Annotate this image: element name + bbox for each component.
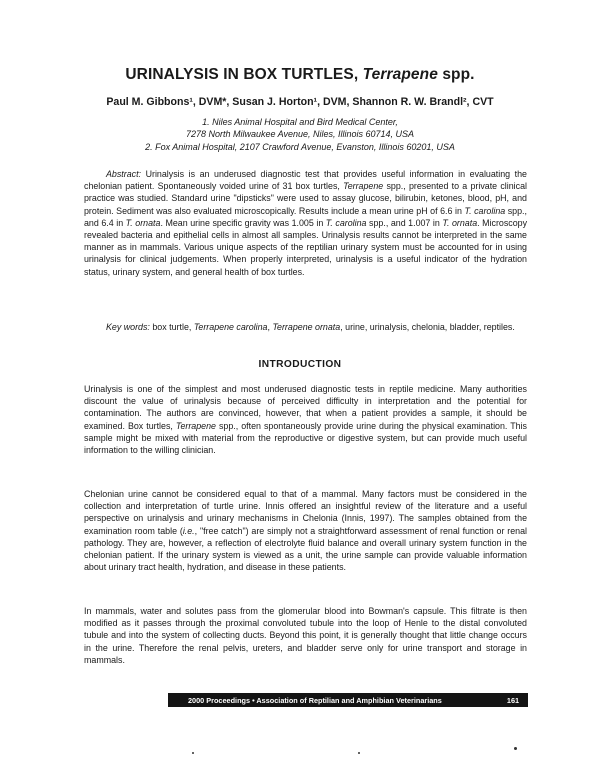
italic-text: i.e. [182, 525, 195, 536]
italic-text: T. carolina [325, 217, 367, 228]
italic-text: T. carolina [464, 205, 506, 216]
intro-paragraph-2 [84, 488, 527, 573]
abstract-body [84, 169, 527, 277]
text-run: . Mean urine specific gravity was 1.005 in [160, 217, 326, 228]
section-heading-introduction: INTRODUCTION [258, 359, 342, 370]
page-number: 161 [506, 695, 520, 705]
page-footer [168, 693, 528, 707]
paper-title [0, 66, 600, 84]
italic-text: Terrapene carolina [193, 322, 268, 332]
text-run: spp., often spontaneously provide urine during the physical examination. This sample might be mixed with material from the reproductive or digestive system, but can provide much useful information to the willing clinician. [84, 420, 527, 456]
affiliation-line: 2. Fox Animal Hospital, 2107 Crawford Avenue, Evanston, Illinois 60201, USA [145, 141, 455, 152]
text-run: spp., presented to a private clinical practice was studied. Standard urine "dipsticks" were used to assay glucose, bilirubin, ketones, blood, pH, and protein. Sediment was also evaluated microscopically. Results include a mean urine pH of 6.6 in [84, 181, 527, 216]
text-run: , urine, urinalysis, chelonia, bladder, reptiles. [340, 322, 515, 332]
abstract-label: Abstract: [106, 169, 142, 179]
keywords-body [150, 322, 515, 332]
italic-text: T. ornata [442, 217, 478, 228]
affiliations [0, 116, 600, 153]
italic-text: T. ornata [125, 217, 161, 228]
text-run: box turtle, [149, 322, 194, 332]
scan-speck [358, 752, 360, 754]
italic-text: Terrapene [175, 420, 216, 431]
keywords-label: Key words: [106, 322, 150, 332]
text-run: Urinalysis is one of the simplest and most underused diagnostic tests in reptile medicine. Many authorities discount the value of urinalysis because of perceived difficulty in interpretation and the potential for contamination. The authors are convinced, however, that when a patient provides a sample, it should be examined. Box turtles, [84, 384, 527, 431]
text-run: , [267, 322, 273, 332]
text-run: Chelonian urine cannot be considered equal to that of a mammal. Many factors must be considered in the collection and interpretation of turtle urine. Innis offered an insightful review of the literature and a useful perspective on urinalysis and urinary mechanisms in Chelonia (Innis, 1997). The samples obtained from the examination room table ( [84, 489, 527, 536]
text-run: , "free catch") are simply not a straightforward assessment of renal function or renal pathology. They are, however, a reflection of electrolyte fluid balance and overall urinary system function in the chelonian patient. If the urinary system is viewed as a unit, the urine sample can provide valuable information about urinary tract health, hydration, and disease in these patients. [84, 525, 527, 573]
abstract [84, 168, 527, 278]
author-list: Paul M. Gibbons¹, DVM*, Susan J. Horton¹, DVM, Shannon R. W. Brandl², CVT [106, 96, 494, 108]
text-run: spp., and 1.007 in [366, 217, 443, 228]
affiliation-line: 1. Niles Animal Hospital and Bird Medical Center, [202, 117, 398, 127]
footer-proceedings: 2000 Proceedings • Association of Reptilian and Amphibian Veterinarians [188, 695, 442, 705]
text-run: In mammals, water and solutes pass from the glomerular blood into Bowman's capsule. This filtrate is then modified as it passes through the proximal convoluted tubule into the loop of Henle to the distal convoluted tubule and into the system of collecting ducts. Beyond this point, it is generally thought that little change occurs in the urine. Therefore the renal pelvis, ureters, and bladder serve only for urine transport and storage in mammals. [84, 606, 527, 665]
intro-paragraph-3 [84, 605, 527, 666]
affiliation-line: 7278 North Milwaukee Avenue, Niles, Illinois 60714, USA [185, 129, 415, 140]
keywords [84, 321, 527, 333]
text-run: . Microscopy revealed bacteria and epithelial cells in almost all samples. Urinalysis results cannot be interpreted in the same manner as in mammals. Various unique aspects of the reptilian urinary system must be accounted for in using urinalysis for clinical judgements. When properly interpreted, urinalysis is a useful indicator of the hydration status, urinary system, and general health of box turtles. [84, 217, 528, 277]
title-suffix: spp. [437, 66, 475, 83]
scan-speck [514, 747, 517, 750]
italic-text: Terrapene ornata [272, 322, 341, 332]
title-main: URINALYSIS IN BOX TURTLES, [125, 66, 363, 83]
scan-speck [192, 752, 194, 754]
text-run: Urinalysis is an underused diagnostic test that provides useful information in evaluating the chelonian patient. Spontaneously voided urine of 31 box turtles, [84, 169, 527, 192]
text-run: spp., and 6.4 in [84, 205, 527, 228]
italic-text: Terrapene [343, 181, 384, 192]
title-genus: Terrapene [362, 66, 438, 83]
intro-paragraph-1 [84, 383, 527, 456]
